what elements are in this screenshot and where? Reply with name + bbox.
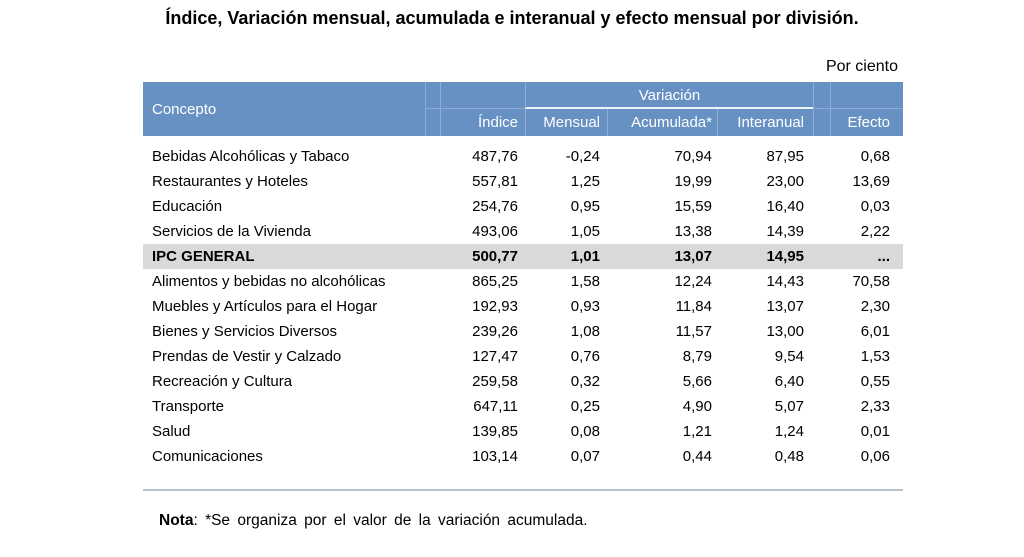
cell-concepto: Recreación y Cultura: [152, 373, 293, 390]
cell-mensual: 1,08: [570, 323, 600, 340]
cell-concepto: Prendas de Vestir y Calzado: [152, 348, 342, 365]
cell-acumulada: 70,94: [674, 148, 712, 165]
table-row: [143, 269, 903, 294]
header-cell-indice: Índice: [440, 109, 525, 136]
cell-efecto: 0,55: [860, 373, 890, 390]
cell-mensual: 1,58: [570, 273, 600, 290]
cell-indice: 493,06: [472, 223, 518, 240]
cell-indice: 254,76: [472, 198, 518, 215]
note-text: : *Se organiza por el valor de la variación acumulada.: [193, 512, 588, 529]
cell-concepto: Educación: [152, 198, 223, 215]
cell-acumulada: 4,90: [682, 398, 712, 415]
cell-interanual: 6,40: [774, 373, 804, 390]
cell-interanual: 13,07: [766, 298, 804, 315]
cell-acumulada: 0,44: [682, 448, 712, 465]
cell-mensual: 1,01: [570, 248, 600, 265]
cell-efecto: ...: [877, 248, 890, 265]
cell-interanual: 14,95: [766, 248, 804, 265]
cell-concepto: Muebles y Artículos para el Hogar: [152, 298, 378, 315]
header-gap-cell: [440, 82, 525, 109]
cell-efecto: 0,06: [860, 448, 890, 465]
cell-interanual: 14,39: [766, 223, 804, 240]
cell-acumulada: 11,57: [675, 323, 712, 340]
header-cell-variacion-group: Variación: [525, 82, 813, 109]
table-row: [143, 419, 903, 444]
note: [159, 512, 588, 530]
cell-interanual: 9,54: [774, 348, 804, 365]
cell-indice: 139,85: [472, 423, 518, 440]
cell-indice: 127,47: [472, 348, 518, 365]
header-gap-cell: [425, 109, 440, 136]
cell-acumulada: 15,59: [674, 198, 712, 215]
table-bottom-rule: [143, 489, 903, 491]
cell-efecto: 2,22: [860, 223, 890, 240]
cell-mensual: 0,08: [570, 423, 600, 440]
cell-mensual: 0,95: [570, 198, 600, 215]
cell-mensual: 0,93: [570, 298, 600, 315]
cell-efecto: 2,33: [860, 398, 890, 415]
cell-mensual: 1,25: [570, 173, 600, 190]
table-row: [143, 219, 903, 244]
cell-concepto: Restaurantes y Hoteles: [152, 173, 308, 190]
cell-indice: 647,11: [473, 398, 518, 415]
cell-interanual: 1,24: [774, 423, 804, 440]
cell-acumulada: 19,99: [674, 173, 712, 190]
cell-acumulada: 13,07: [674, 248, 712, 265]
note-label: Nota: [159, 512, 194, 529]
cell-mensual: 1,05: [570, 223, 600, 240]
cell-efecto: 13,69: [852, 173, 890, 190]
cell-efecto: 2,30: [860, 298, 890, 315]
cell-efecto: 0,68: [860, 148, 890, 165]
cell-mensual: 0,76: [570, 348, 600, 365]
cell-indice: 557,81: [472, 173, 518, 190]
table-row-ipc-general: [143, 244, 903, 269]
cell-acumulada: 8,79: [682, 348, 712, 365]
cell-indice: 865,25: [472, 273, 518, 290]
cell-indice: 103,14: [472, 448, 518, 465]
table-row: [143, 169, 903, 194]
cell-acumulada: 5,66: [682, 373, 712, 390]
cell-concepto: Comunicaciones: [152, 448, 263, 465]
cell-concepto: Bebidas Alcohólicas y Tabaco: [152, 148, 350, 165]
cell-concepto: Salud: [152, 423, 191, 440]
cell-mensual: 0,32: [570, 373, 600, 390]
cell-interanual: 87,95: [766, 148, 804, 165]
header-gap-cell: [830, 82, 903, 109]
table-row: [143, 194, 903, 219]
table-row: [143, 394, 903, 419]
header-cell-concepto: Concepto: [152, 100, 217, 118]
cell-concepto: Servicios de la Vivienda: [152, 223, 311, 240]
header-gap-cell: [425, 82, 440, 109]
table-row: [143, 369, 903, 394]
cell-acumulada: 12,24: [674, 273, 712, 290]
table-row: [143, 294, 903, 319]
header-gap-cell: [813, 82, 830, 109]
cell-interanual: 14,43: [766, 273, 804, 290]
table-body: [143, 144, 903, 469]
header-cell-acumulada: Acumulada*: [607, 109, 717, 136]
cell-indice: 259,58: [472, 373, 518, 390]
cell-efecto: 1,53: [860, 348, 890, 365]
unit-label: Por ciento: [825, 58, 898, 75]
table-header: [143, 82, 903, 136]
cell-indice: 239,26: [472, 323, 518, 340]
header-cell-interanual: Interanual: [717, 109, 813, 136]
cell-acumulada: 13,38: [674, 223, 712, 240]
cell-mensual: 0,07: [570, 448, 600, 465]
table-row: [143, 444, 903, 469]
cell-efecto: 6,01: [860, 323, 890, 340]
cell-indice: 500,77: [472, 248, 518, 265]
cell-acumulada: 1,21: [682, 423, 712, 440]
header-gap-cell: [813, 109, 830, 136]
header-cell-mensual: Mensual: [525, 109, 607, 136]
cell-efecto: 70,58: [852, 273, 890, 290]
table-row: [143, 144, 903, 169]
cell-interanual: 23,00: [766, 173, 804, 190]
cell-interanual: 16,40: [766, 198, 804, 215]
cell-concepto: Bienes y Servicios Diversos: [152, 323, 338, 340]
cell-indice: 192,93: [472, 298, 518, 315]
cell-interanual: 5,07: [774, 398, 804, 415]
cell-efecto: 0,03: [860, 198, 890, 215]
cell-efecto: 0,01: [860, 423, 890, 440]
cell-interanual: 0,48: [774, 448, 804, 465]
header-cell-efecto: Efecto: [830, 109, 903, 136]
page-title: Índice, Variación mensual, acumulada e interanual y efecto mensual por división.: [165, 8, 859, 28]
cell-mensual: -0,24: [565, 148, 600, 165]
cell-indice: 487,76: [472, 148, 518, 165]
cell-concepto: Transporte: [152, 398, 224, 415]
cell-concepto: Alimentos y bebidas no alcohólicas: [152, 273, 386, 290]
cell-interanual: 13,00: [766, 323, 804, 340]
cell-concepto: IPC GENERAL: [152, 248, 255, 265]
cell-mensual: 0,25: [570, 398, 600, 415]
table-row: [143, 344, 903, 369]
cell-acumulada: 11,84: [675, 298, 712, 315]
table-row: [143, 319, 903, 344]
ipc-table: [143, 82, 903, 469]
